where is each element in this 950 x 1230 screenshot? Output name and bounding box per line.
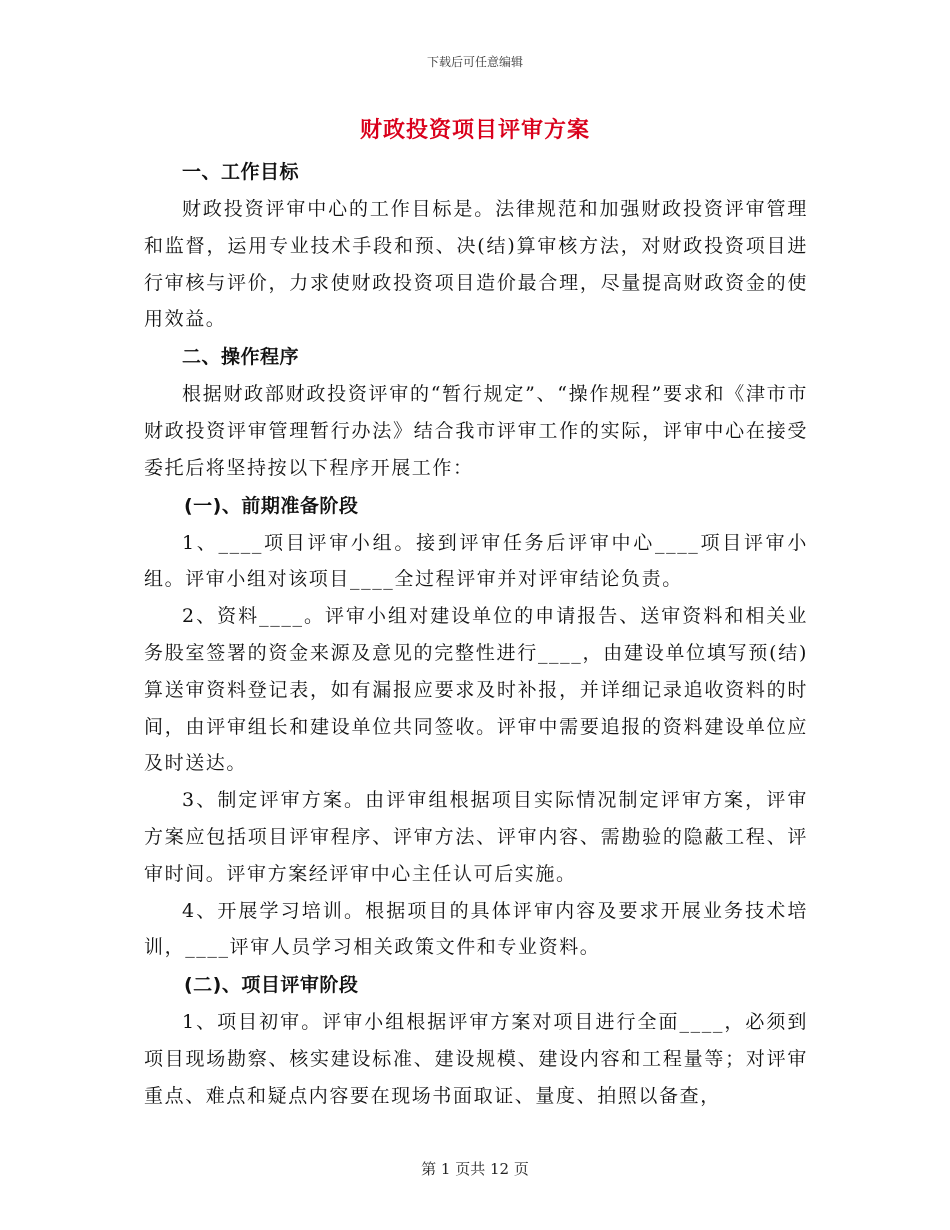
section-heading: 二、操作程序: [182, 346, 300, 369]
page-number-footer: 第 1 页共 12 页: [421, 1160, 529, 1178]
paragraph: 1、项目初审。评审小组根据评审方案对项目进行全面____，必须到项目现场勘察、核实建设标准、建设规模、建设内容和工程量等；对评审重点、难点和疑点内容要在现场书面取证、量度、拍照以备查，: [144, 1011, 808, 1107]
document-title: 财政投资项目评审方案: [359, 117, 590, 143]
section-heading: 一、工作目标: [182, 161, 300, 183]
subsection-heading: (二)、项目评审阶段: [184, 974, 359, 997]
paragraph: 根据财政部财政投资评审的“暂行规定”、“操作规程”要求和《津市市财政投资评审管理暂行办法》结合我市评审工作的实际，评审中心在接受委托后将坚持按以下程序开展工作：: [144, 383, 808, 479]
document-body: [144, 153, 808, 1115]
header-note: 下载后可任意编辑: [426, 55, 523, 69]
subsection-heading: (一)、前期准备阶段: [184, 494, 359, 517]
paragraph: 1、____项目评审小组。接到评审任务后评审中心____项目评审小组。评审小组对该项目____全过程评审并对评审结论负责。: [144, 531, 808, 591]
paragraph: 3、制定评审方案。由评审组根据项目实际情况制定评审方案，评审方案应包括项目评审程序、评审方法、评审内容、需勘验的隐蔽工程、评审时间。评审方案经评审中心主任认可后实施。: [144, 789, 808, 885]
paragraph: 4、开展学习培训。根据项目的具体评审内容及要求开展业务技术培训，____评审人员学习相关政策文件和专业资料。: [144, 899, 808, 959]
paragraph: 财政投资评审中心的工作目标是。法律规范和加强财政投资评审管理和监督，运用专业技术手段和预、决(结)算审核方法，对财政投资项目进行审核与评价，力求使财政投资项目造价最合理，尽量提高财政资金的使用效益。: [144, 198, 808, 331]
paragraph: 2、资料____。评审小组对建设单位的申请报告、送审资料和相关业务股室签署的资金来源及意见的完整性进行____，由建设单位填写预(结)算送审资料登记表，如有漏报应要求及时补报，并详细记录追收资料的时间，由评审组长和建设单位共同签收。评审中需要追报的资料建设单位应及时送达。: [144, 605, 808, 775]
